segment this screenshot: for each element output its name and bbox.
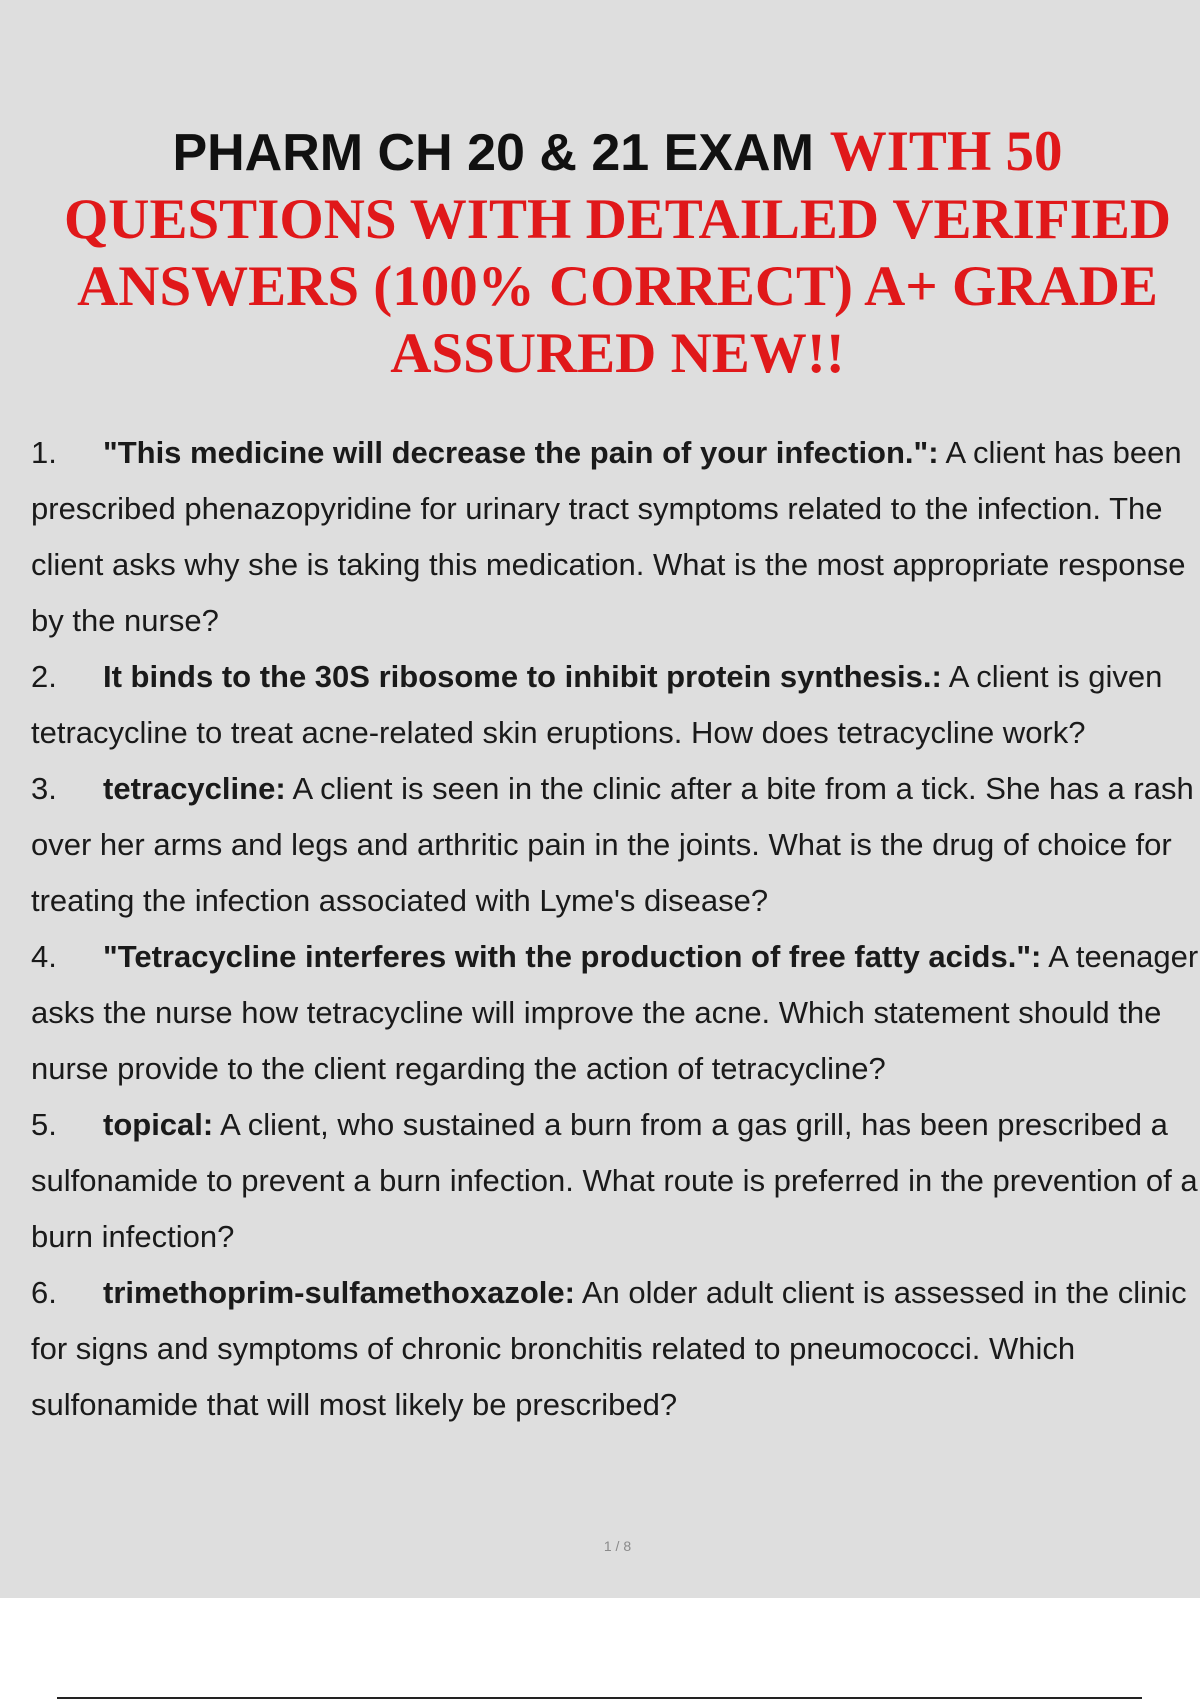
question-text: A client is given tetracycline to treat acne-related skin eruptions. How does tetracycline work?: [31, 659, 1163, 750]
title-red-part: WITH 50 QUESTIONS WITH DETAILED VERIFIED ANSWERS (100% CORRECT) A+ GRADE ASSURED NEW!!: [63, 120, 1172, 385]
question-item: [31, 425, 1200, 649]
question-text: A client, who sustained a burn from a gas grill, has been prescribed a sulfonamide to prevent a burn infection. What route is preferred in the prevention of a burn infection?: [31, 1107, 1198, 1254]
question-answer: "This medicine will decrease the pain of your infection.":: [103, 435, 939, 470]
question-text: An older adult client is assessed in the clinic for signs and symptoms of chronic bronchitis related to pneumococci. Which sulfonamide that will most likely be prescribed?: [31, 1275, 1187, 1422]
question-answer: "Tetracycline interferes with the production of free fatty acids.":: [103, 939, 1042, 974]
document-title: [60, 118, 1175, 387]
question-text: A client is seen in the clinic after a bite from a tick. She has a rash over her arms and legs and arthritic pain in the joints. What is the drug of choice for treating the infection associated with Lyme's disease?: [31, 771, 1194, 918]
question-answer: It binds to the 30S ribosome to inhibit protein synthesis.:: [103, 659, 942, 694]
question-number: 4.: [31, 939, 57, 974]
question-number: 3.: [31, 771, 57, 806]
title-black-part: PHARM CH 20 & 21 EXAM: [172, 124, 814, 182]
question-answer: trimethoprim-sulfamethoxazole:: [103, 1275, 575, 1310]
question-text: A client has been prescribed phenazopyridine for urinary tract symptoms related to the infection. The client asks why she is taking this medication. What is the most appropriate response by the nurse?: [31, 435, 1186, 638]
question-number: 5.: [31, 1107, 57, 1142]
question-number: 1.: [31, 435, 57, 470]
question-list: [31, 425, 1200, 1433]
question-text: A teenager asks the nurse how tetracycline will improve the acne. Which statement should the nurse provide to the client regarding the action of tetracycline?: [31, 939, 1199, 1086]
question-answer: topical:: [103, 1107, 214, 1142]
bottom-divider: [57, 1697, 1142, 1699]
page-number: 1 / 8: [603, 1538, 632, 1554]
question-item: [31, 1265, 1200, 1433]
question-number: 6.: [31, 1275, 57, 1310]
question-number: 2.: [31, 659, 57, 694]
question-item: [31, 1097, 1200, 1265]
question-item: [31, 649, 1200, 761]
question-item: [31, 929, 1200, 1097]
question-answer: tetracycline:: [103, 771, 286, 806]
question-item: [31, 761, 1200, 929]
